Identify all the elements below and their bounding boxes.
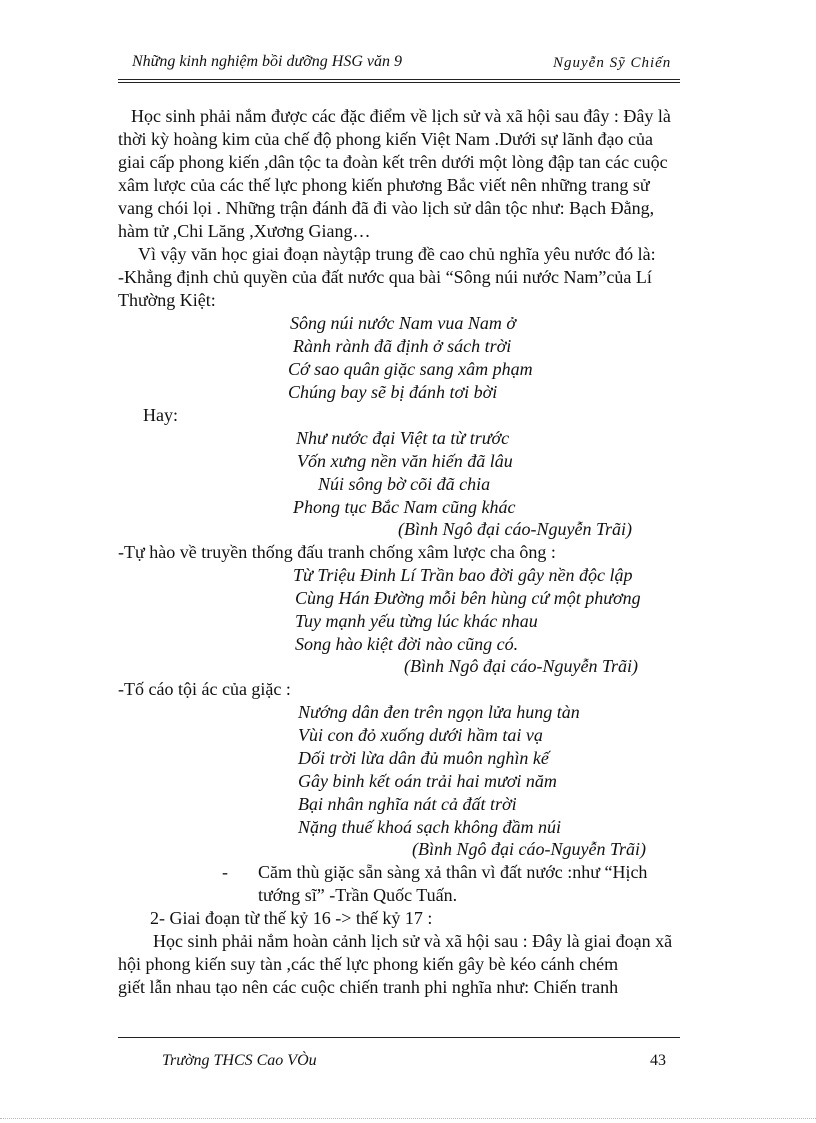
bullet-marker: - bbox=[222, 862, 228, 882]
page-edge bbox=[0, 1118, 816, 1119]
paragraph-line: xâm lược của các thế lực phong kiến phương Bắc viết nên những trang sử bbox=[118, 175, 650, 195]
verse-line: Song hào kiệt đời nào cũng có. bbox=[295, 634, 519, 654]
verse-line: Nướng dân đen trên ngọn lửa hung tàn bbox=[298, 702, 580, 722]
paragraph-line: Học sinh phải nắm hoàn cảnh lịch sử và xã hội sau : Đây là giai đoạn xã bbox=[153, 931, 673, 951]
verse-source: (Bình Ngô đại cáo-Nguyễn Trãi) bbox=[398, 519, 632, 539]
verse-line: Sông núi nước Nam vua Nam ở bbox=[290, 313, 517, 333]
section-heading: -Tự hào về truyền thống đấu tranh chống xâm lược cha ông : bbox=[118, 542, 556, 562]
footer-rule bbox=[118, 1037, 680, 1038]
footer-school: Trường THCS Cao VÒu bbox=[162, 1052, 317, 1069]
verse-line: Từ Triệu Đinh Lí Trần bao đời gây nền độc lập bbox=[293, 565, 633, 585]
paragraph-line: vang chói lọi . Những trận đánh đã đi vào lịch sử dân tộc như: Bạch Đằng, bbox=[118, 198, 655, 218]
verse-line: Cớ sao quân giặc sang xâm phạm bbox=[288, 359, 533, 379]
paragraph-line: Thường Kiệt: bbox=[118, 290, 216, 310]
section-title: 2- Giai đoạn từ thế kỷ 16 -> thế kỷ 17 : bbox=[150, 908, 433, 928]
verse-line: Như nước đại Việt ta từ trước bbox=[296, 428, 510, 448]
paragraph-line: giai cấp phong kiến ,dân tộc ta đoàn kết trên dưới một lòng đập tan các cuộc bbox=[118, 152, 668, 172]
verse-source: (Bình Ngô đại cáo-Nguyễn Trãi) bbox=[412, 839, 646, 859]
verse-line: Phong tục Bắc Nam cũng khác bbox=[293, 497, 516, 517]
bullet-line: Căm thù giặc sẵn sàng xả thân vì đất nước :như “Hịch bbox=[258, 862, 648, 882]
page-number: 43 bbox=[650, 1052, 666, 1069]
paragraph-line: giết lẫn nhau tạo nên các cuộc chiến tranh phi nghĩa như: Chiến tranh bbox=[118, 977, 619, 997]
verse-source: (Bình Ngô đại cáo-Nguyễn Trãi) bbox=[404, 656, 638, 676]
paragraph-line: Học sinh phải nắm được các đặc điểm về lịch sử và xã hội sau đây : Đây là bbox=[131, 106, 671, 126]
hay-label: Hay: bbox=[143, 405, 178, 425]
header-rule-top bbox=[118, 79, 680, 80]
header-title: Những kinh nghiệm bồi dưỡng HSG văn 9 bbox=[132, 53, 402, 70]
paragraph-line: Vì vậy văn học giai đoạn nàytập trung đề cao chủ nghĩa yêu nước đó là: bbox=[138, 244, 656, 264]
header-rule-bottom bbox=[118, 82, 680, 83]
section-heading: -Tố cáo tội ác của giặc : bbox=[118, 679, 291, 699]
verse-line: Vùi con đỏ xuống dưới hầm tai vạ bbox=[298, 725, 543, 745]
paragraph-line: -Khẳng định chủ quyền của đất nước qua bài “Sông núi nước Nam”của Lí bbox=[118, 267, 652, 287]
verse-line: Dối trời lừa dân đủ muôn nghìn kế bbox=[298, 748, 549, 768]
header-author: Nguyễn Sỹ Chiến bbox=[553, 55, 672, 71]
bullet-line: tướng sĩ” -Trần Quốc Tuấn. bbox=[258, 885, 458, 905]
verse-line: Chúng bay sẽ bị đánh tơi bời bbox=[288, 382, 498, 402]
verse-line: Rành rành đã định ở sách trời bbox=[293, 336, 512, 356]
verse-line: Tuy mạnh yếu từng lúc khác nhau bbox=[295, 611, 538, 631]
verse-line: Cùng Hán Đường mỗi bên hùng cứ một phương bbox=[295, 588, 641, 608]
verse-line: Bại nhân nghĩa nát cả đất trời bbox=[298, 794, 517, 814]
verse-line: Nặng thuế khoá sạch không đầm núi bbox=[298, 817, 561, 837]
verse-line: Núi sông bờ cõi đã chia bbox=[318, 474, 491, 494]
paragraph-line: hàm tử ,Chi Lăng ,Xương Giang… bbox=[118, 221, 371, 241]
paragraph-line: hội phong kiến suy tàn ,các thế lực phong kiến gây bè kéo cánh chém bbox=[118, 954, 619, 974]
verse-line: Vốn xưng nền văn hiến đã lâu bbox=[297, 451, 513, 471]
paragraph-line: thời kỳ hoàng kim của chế độ phong kiến Việt Nam .Dưới sự lãnh đạo của bbox=[118, 129, 654, 149]
verse-line: Gây binh kết oán trải hai mươi năm bbox=[298, 771, 557, 791]
